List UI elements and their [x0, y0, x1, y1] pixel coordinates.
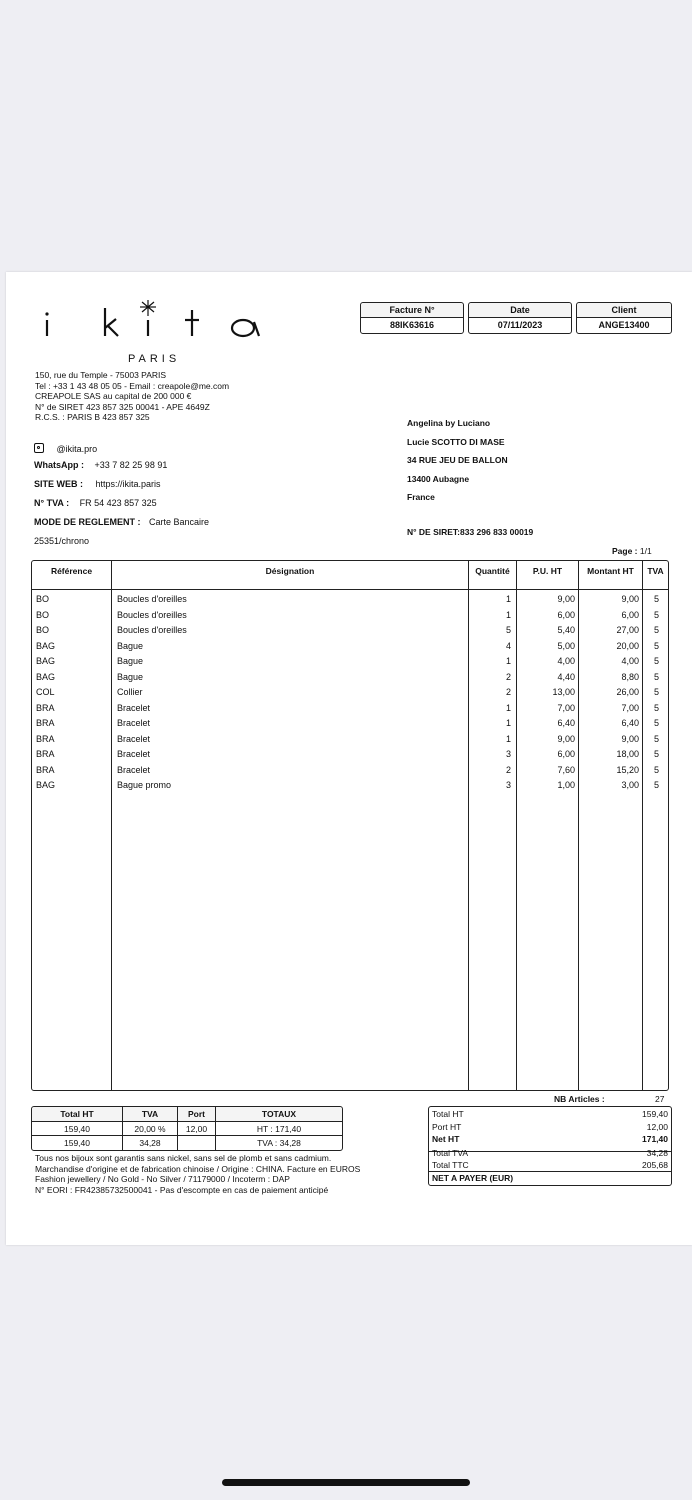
column-header: TVA — [647, 566, 664, 576]
table-row — [32, 656, 668, 672]
tva-label: N° TVA : — [34, 498, 70, 508]
cell-mt: 8,80 — [621, 671, 639, 682]
cell-des: Bague — [117, 640, 144, 651]
cell-ref: BO — [36, 625, 50, 635]
summary-value: 159,40 — [642, 1109, 668, 1119]
payment-line — [34, 517, 209, 527]
cell-qty: 1 — [505, 609, 511, 620]
nb-articles-label: NB Articles : — [554, 1094, 605, 1104]
cell-mt: 4,00 — [621, 656, 639, 666]
whatsapp-line — [34, 460, 167, 470]
items-table — [31, 560, 669, 1091]
summary-label: Total HT — [432, 1109, 464, 1119]
cell-qty: 1 — [505, 594, 511, 604]
cell-des: Bracelet — [117, 749, 151, 759]
footer-line: Tous nos bijoux sont garantis sans nickel, sans sel de plomb et sans cadmium. — [35, 1153, 332, 1163]
date-label: Date — [469, 303, 571, 318]
table-row — [32, 641, 668, 657]
page-value: 1/1 — [639, 546, 652, 556]
cell-qty: 1 — [505, 733, 511, 744]
cell-pu: 5,40 — [557, 625, 575, 635]
cell-tva: 5 — [653, 764, 659, 775]
totals-cell — [178, 1136, 215, 1150]
client-line: Angelina by Luciano — [407, 418, 491, 428]
nb-articles-value: 27 — [655, 1094, 665, 1104]
cell-ref: BRA — [36, 749, 55, 759]
cell-tva: 5 — [653, 687, 659, 697]
totals-cell: HT : 171,40 — [256, 1124, 302, 1134]
logo-city: PARIS — [128, 353, 181, 365]
column-header: Quantité — [475, 566, 510, 576]
summary-label: NET A PAYER (EUR) — [432, 1173, 514, 1183]
cell-des: Bracelet — [117, 764, 151, 775]
cell-ref: BRA — [36, 718, 55, 728]
client-code: ANGE13400 — [598, 320, 650, 330]
cell-pu: 6,40 — [557, 718, 575, 728]
cell-qty: 4 — [505, 640, 511, 651]
whatsapp-number: +33 7 82 25 98 91 — [94, 460, 168, 470]
cell-qty: 1 — [505, 702, 511, 713]
cell-ref: BRA — [36, 733, 55, 744]
cell-qty: 1 — [505, 718, 511, 728]
site-label: SITE WEB : — [34, 479, 83, 489]
cell-tva: 5 — [653, 609, 659, 620]
summary-label: Total TVA — [432, 1147, 469, 1158]
totals-cell: TVA : 34,28 — [257, 1138, 301, 1148]
cell-pu: 7,00 — [557, 702, 575, 713]
cell-pu: 4,00 — [557, 656, 575, 666]
totals-cell: 12,00 — [185, 1124, 208, 1134]
sender-address — [35, 370, 229, 423]
cell-tva: 5 — [653, 749, 659, 759]
summary-row — [432, 1108, 668, 1121]
cell-qty: 2 — [505, 687, 511, 697]
table-row — [32, 610, 668, 626]
instagram-handle: @ikita.pro — [56, 444, 98, 454]
address-line: N° de SIRET 423 857 325 00041 - APE 4649Z — [35, 401, 210, 412]
cell-mt: 18,00 — [616, 749, 639, 759]
totals-header: Total HT — [60, 1109, 94, 1119]
table-row — [32, 625, 668, 641]
footer-line: Marchandise d'origine et de fabrication chinoise / Origine : CHINA. Facture en EUROS — [35, 1163, 361, 1174]
cell-pu: 13,00 — [552, 687, 575, 697]
summary-label: Port HT — [432, 1121, 462, 1132]
home-indicator[interactable] — [222, 1479, 470, 1486]
address-line: Tel : +33 1 43 48 05 05 - Email : creapole@me.com — [35, 380, 230, 391]
table-row — [32, 594, 668, 610]
cell-des: Bague — [117, 671, 144, 682]
client-box — [576, 302, 672, 334]
summary-row — [432, 1121, 668, 1134]
cell-des: Bague — [117, 656, 144, 666]
site-line — [34, 479, 161, 489]
table-row — [32, 687, 668, 703]
column-header: Désignation — [265, 566, 315, 576]
address-line: 150, rue du Temple - 75003 PARIS — [35, 370, 167, 380]
cell-ref: BRA — [36, 702, 55, 713]
cell-des: Bracelet — [117, 702, 151, 713]
cell-tva: 5 — [653, 671, 659, 682]
instagram-icon — [34, 443, 44, 453]
summary-label: Total TTC — [432, 1160, 469, 1170]
cell-ref: COL — [36, 687, 55, 697]
cell-mt: 27,00 — [616, 625, 639, 635]
summary-value: 171,40 — [642, 1134, 668, 1144]
cell-tva: 5 — [653, 780, 659, 790]
address-line: R.C.S. : PARIS B 423 857 325 — [35, 412, 150, 422]
cell-mt: 9,00 — [621, 733, 639, 744]
cell-ref: BAG — [36, 656, 56, 666]
summary-row — [432, 1159, 668, 1172]
summary-value: 12,00 — [646, 1121, 668, 1132]
date-box — [468, 302, 572, 334]
instagram-line — [34, 442, 97, 454]
footer-line: N° EORI : FR42385732500041 - Pas d'escompte en cas de paiement anticipé — [35, 1184, 329, 1195]
table-row — [32, 672, 668, 688]
cell-pu: 7,60 — [557, 764, 575, 775]
totals-header: TVA — [141, 1109, 159, 1119]
table-row — [32, 749, 668, 765]
cell-mt: 6,00 — [621, 609, 639, 620]
client-line: Lucie SCOTTO DI MASE — [407, 436, 505, 447]
cell-mt: 7,00 — [621, 702, 639, 713]
cell-ref: BAG — [36, 780, 56, 790]
cell-qty: 2 — [505, 671, 511, 682]
cell-des: Bracelet — [117, 718, 151, 728]
summary-row — [432, 1172, 668, 1185]
client-label: Client — [577, 303, 671, 318]
payment-method: Carte Bancaire — [149, 517, 210, 527]
totals-cell: 159,40 — [64, 1124, 90, 1134]
site-url: https://ikita.paris — [95, 479, 161, 489]
page-number — [612, 546, 652, 556]
cell-tva: 5 — [653, 702, 659, 713]
legal-footer — [35, 1153, 360, 1195]
totals-cell: 20,00 % — [134, 1124, 166, 1134]
table-row — [32, 734, 668, 750]
cell-qty: 5 — [505, 625, 511, 635]
cell-tva: 5 — [653, 656, 659, 666]
reference-line: 25351/chrono — [34, 536, 90, 546]
cell-des: Boucles d'oreilles — [117, 609, 187, 620]
table-row — [32, 765, 668, 781]
cell-qty: 3 — [505, 749, 511, 759]
cell-qty: 2 — [505, 764, 511, 775]
cell-des: Boucles d'oreilles — [117, 625, 187, 635]
invoice-number: 88IK63616 — [389, 320, 435, 330]
cell-pu: 4,40 — [557, 671, 575, 682]
invoice-number-box — [360, 302, 464, 334]
invoice-date: 07/11/2023 — [497, 320, 543, 330]
logo-graphic — [34, 300, 274, 350]
table-row — [32, 703, 668, 719]
cell-mt: 6,40 — [621, 718, 639, 728]
summary-value: 205,68 — [642, 1160, 668, 1170]
summary-box — [428, 1106, 672, 1186]
cell-pu: 6,00 — [557, 749, 575, 759]
page-label: Page : — [612, 546, 638, 556]
cell-tva: 5 — [653, 640, 659, 651]
cell-ref: BAG — [36, 671, 56, 682]
cell-mt: 15,20 — [616, 764, 639, 775]
tva-line — [34, 498, 157, 508]
payment-label: MODE DE REGLEMENT : — [34, 517, 141, 527]
cell-pu: 6,00 — [557, 609, 575, 620]
address-line: CREAPOLE SAS au capital de 200 000 € — [35, 391, 192, 401]
summary-value: 34,28 — [646, 1147, 668, 1158]
column-header: P.U. HT — [532, 566, 563, 576]
cell-tva: 5 — [653, 718, 659, 728]
cell-qty: 3 — [505, 780, 511, 790]
cell-mt: 20,00 — [616, 640, 639, 651]
cell-des: Bague promo — [117, 780, 172, 790]
client-siret: N° DE SIRET:833 296 833 00019 — [407, 527, 534, 537]
cell-ref: BO — [36, 594, 50, 604]
cell-pu: 1,00 — [557, 780, 575, 790]
cell-tva: 5 — [653, 733, 659, 744]
cell-tva: 5 — [653, 625, 659, 635]
cell-pu: 9,00 — [557, 594, 575, 604]
totals-cell: 34,28 — [139, 1138, 161, 1148]
cell-ref: BRA — [36, 764, 55, 775]
summary-label: Net HT — [432, 1134, 460, 1144]
tva-number: FR 54 423 857 325 — [79, 498, 157, 508]
totals-header: TOTAUX — [261, 1109, 297, 1119]
column-header: Montant HT — [587, 566, 634, 576]
cell-ref: BAG — [36, 640, 56, 651]
client-line: 13400 Aubagne — [407, 473, 470, 484]
client-address — [407, 414, 508, 507]
cell-pu: 5,00 — [557, 640, 575, 651]
cell-ref: BO — [36, 609, 50, 620]
cell-mt: 9,00 — [621, 594, 639, 604]
table-row — [32, 780, 668, 796]
totals-cell: 159,40 — [64, 1138, 90, 1148]
cell-des: Boucles d'oreilles — [117, 594, 187, 604]
cell-des: Collier — [117, 687, 143, 697]
client-line: 34 RUE JEU DE BALLON — [407, 455, 508, 466]
vat-totals-box — [31, 1106, 343, 1151]
cell-mt: 3,00 — [621, 780, 639, 790]
invoice-number-label: Facture N° — [361, 303, 463, 318]
cell-tva: 5 — [653, 594, 659, 604]
column-header: Référence — [50, 566, 93, 576]
footer-line: Fashion jewellery / No Gold - No Silver / 71179000 / Incoterm : DAP — [35, 1174, 290, 1184]
client-line: France — [407, 492, 435, 503]
summary-row — [432, 1133, 668, 1146]
totals-header: Port — [188, 1109, 205, 1119]
cell-mt: 26,00 — [616, 687, 639, 697]
summary-row — [432, 1147, 668, 1160]
cell-qty: 1 — [505, 656, 511, 666]
cell-pu: 9,00 — [557, 733, 575, 744]
table-row — [32, 718, 668, 734]
whatsapp-label: WhatsApp : — [34, 460, 84, 470]
cell-des: Bracelet — [117, 733, 151, 744]
company-logo — [34, 300, 274, 350]
